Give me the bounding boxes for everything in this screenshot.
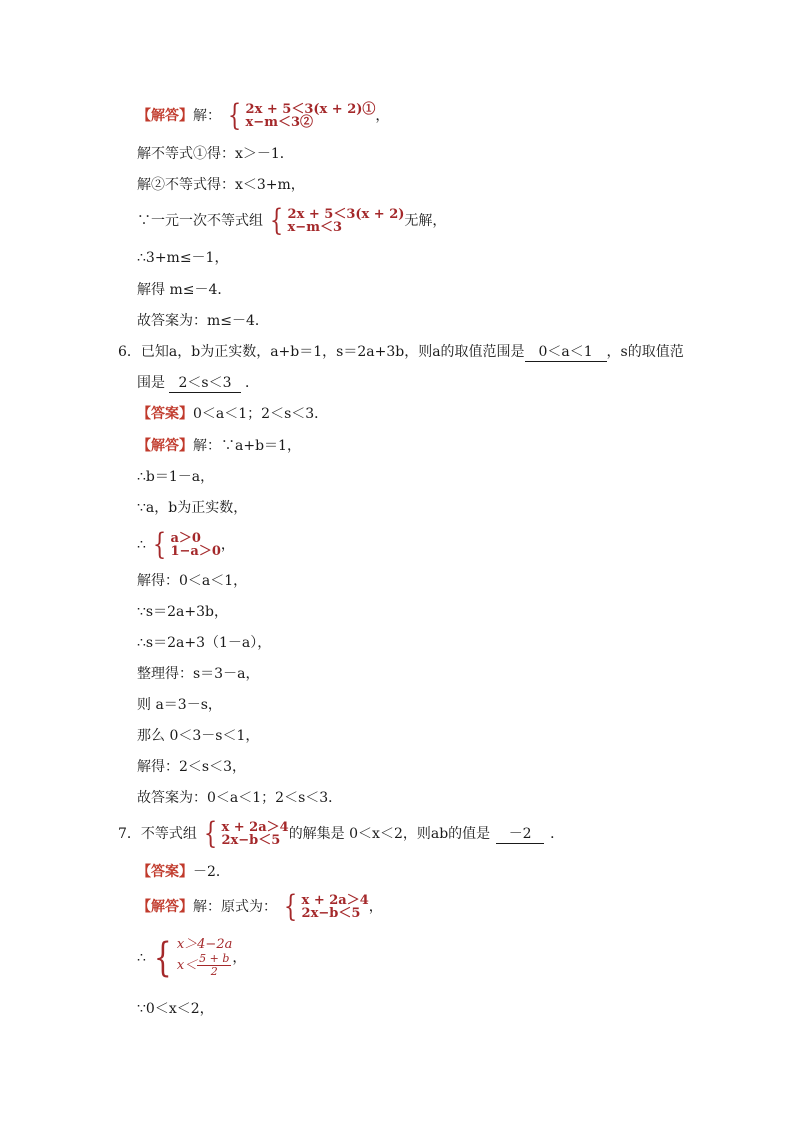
brace-icon: { bbox=[270, 203, 284, 238]
inequality-system bbox=[150, 527, 221, 562]
answer-line bbox=[137, 405, 328, 423]
system-row: a＞0 bbox=[170, 531, 201, 546]
step-line: 整理得：s＝3－a， bbox=[137, 666, 260, 682]
system-row: x−m＜3② bbox=[245, 115, 313, 130]
step-prefix: ∵一元一次不等式组 bbox=[137, 213, 263, 229]
fraction-numerator: 5 + b bbox=[199, 952, 230, 965]
step-prefix: 解：原式为： bbox=[193, 899, 277, 915]
question-stem bbox=[118, 816, 565, 851]
step-line bbox=[137, 935, 247, 981]
system-row: x + 2a＞4 bbox=[221, 820, 289, 835]
step-line bbox=[137, 203, 447, 238]
answer-tag: 【答案】 bbox=[137, 406, 193, 422]
stem-text: 6．已知a，b为正实数，a+b＝1，s＝2a+3b，则a的取值范围是 bbox=[118, 344, 525, 360]
brace-icon: { bbox=[154, 935, 173, 981]
analysis-prefix: 解： bbox=[193, 108, 221, 124]
answer-blank: 0＜a＜1 bbox=[525, 343, 607, 362]
system-row: x＞4−2a bbox=[176, 937, 233, 952]
inequality-system bbox=[201, 816, 289, 851]
answer-blank: －2 bbox=[496, 825, 544, 844]
analysis-tag: 【解答】 bbox=[137, 438, 193, 454]
punct: ， bbox=[368, 899, 383, 915]
analysis-tag: 【解答】 bbox=[137, 108, 193, 124]
system-row: 2x + 5＜3(x + 2) bbox=[287, 207, 405, 222]
punct: ， bbox=[232, 950, 247, 966]
step-line: ∴b＝1－a， bbox=[137, 469, 215, 485]
step-line: ∵s＝2a+3b， bbox=[137, 604, 228, 620]
q5-analysis-line bbox=[137, 98, 390, 133]
analysis-line bbox=[137, 437, 301, 455]
step-line: 故答案为：m≤－4． bbox=[137, 313, 269, 329]
step-prefix: ∴ bbox=[137, 537, 146, 553]
fraction-denominator: 2 bbox=[210, 965, 218, 978]
brace-icon: { bbox=[153, 527, 167, 562]
step-suffix: 无解， bbox=[404, 213, 447, 229]
stem-text: 围是 bbox=[137, 375, 165, 391]
analysis-line bbox=[137, 889, 383, 924]
question-stem bbox=[137, 374, 259, 393]
answer-tag: 【答案】 bbox=[137, 864, 193, 880]
step-text: 解：∵a+b＝1， bbox=[193, 438, 301, 454]
system-row bbox=[177, 953, 233, 978]
inequality-system bbox=[267, 203, 405, 238]
answer-text: 0＜a＜1；2＜s＜3． bbox=[193, 406, 329, 422]
step-line bbox=[137, 527, 235, 562]
step-line: ∵0＜x＜2， bbox=[137, 1001, 214, 1017]
step-line: ∴s＝2a+3（1－a）， bbox=[137, 635, 272, 651]
step-line: ∵a，b为正实数， bbox=[137, 500, 248, 516]
punct: ， bbox=[375, 108, 390, 124]
system-row: 1−a＞0 bbox=[170, 544, 221, 559]
step-line: 解得：0＜a＜1， bbox=[137, 573, 248, 589]
punct: ， bbox=[220, 537, 235, 553]
brace-icon: { bbox=[284, 889, 298, 924]
stem-text: ，s的取值范 bbox=[606, 344, 684, 360]
step-line: 故答案为：0＜a＜1；2＜s＜3． bbox=[137, 790, 343, 806]
brace-icon: { bbox=[228, 98, 242, 133]
system-row: x−m＜3 bbox=[287, 220, 342, 235]
stem-text: ． bbox=[245, 375, 259, 391]
step-line: 解②不等式得：x＜3+m， bbox=[137, 177, 305, 193]
analysis-tag: 【解答】 bbox=[137, 899, 193, 915]
step-line: 则 a＝3－s， bbox=[137, 697, 222, 713]
step-line: 解得 m≤－4． bbox=[137, 282, 232, 298]
answer-text: －2． bbox=[193, 864, 230, 880]
system-row: 2x−b＜5 bbox=[301, 906, 361, 921]
system-row: 2x−b＜5 bbox=[221, 833, 281, 848]
answer-line bbox=[137, 863, 230, 881]
stem-text: 的解集是 0＜x＜2，则ab的值是 bbox=[288, 826, 491, 842]
stem-text: 7．不等式组 bbox=[118, 826, 197, 842]
question-stem bbox=[118, 343, 684, 362]
brace-icon: { bbox=[204, 816, 218, 851]
step-prefix: ∴ bbox=[137, 950, 146, 966]
system-row: x + 2a＞4 bbox=[301, 893, 369, 908]
step-line: 解不等式①得：x＞－1． bbox=[137, 146, 294, 162]
inequality-system bbox=[150, 935, 233, 981]
inequality-system bbox=[281, 889, 369, 924]
step-line: 那么 0＜3－s＜1， bbox=[137, 728, 260, 744]
fraction bbox=[197, 953, 231, 978]
answer-blank: 2＜s＜3 bbox=[169, 374, 241, 393]
system-row: 2x + 5＜3(x + 2)① bbox=[245, 102, 376, 117]
inequality-system bbox=[225, 98, 376, 133]
step-line: ∴3+m≤－1， bbox=[137, 250, 229, 266]
stem-text: ． bbox=[550, 826, 565, 842]
step-line: 解得：2＜s＜3， bbox=[137, 759, 246, 775]
row-prefix: x＜ bbox=[176, 958, 198, 973]
